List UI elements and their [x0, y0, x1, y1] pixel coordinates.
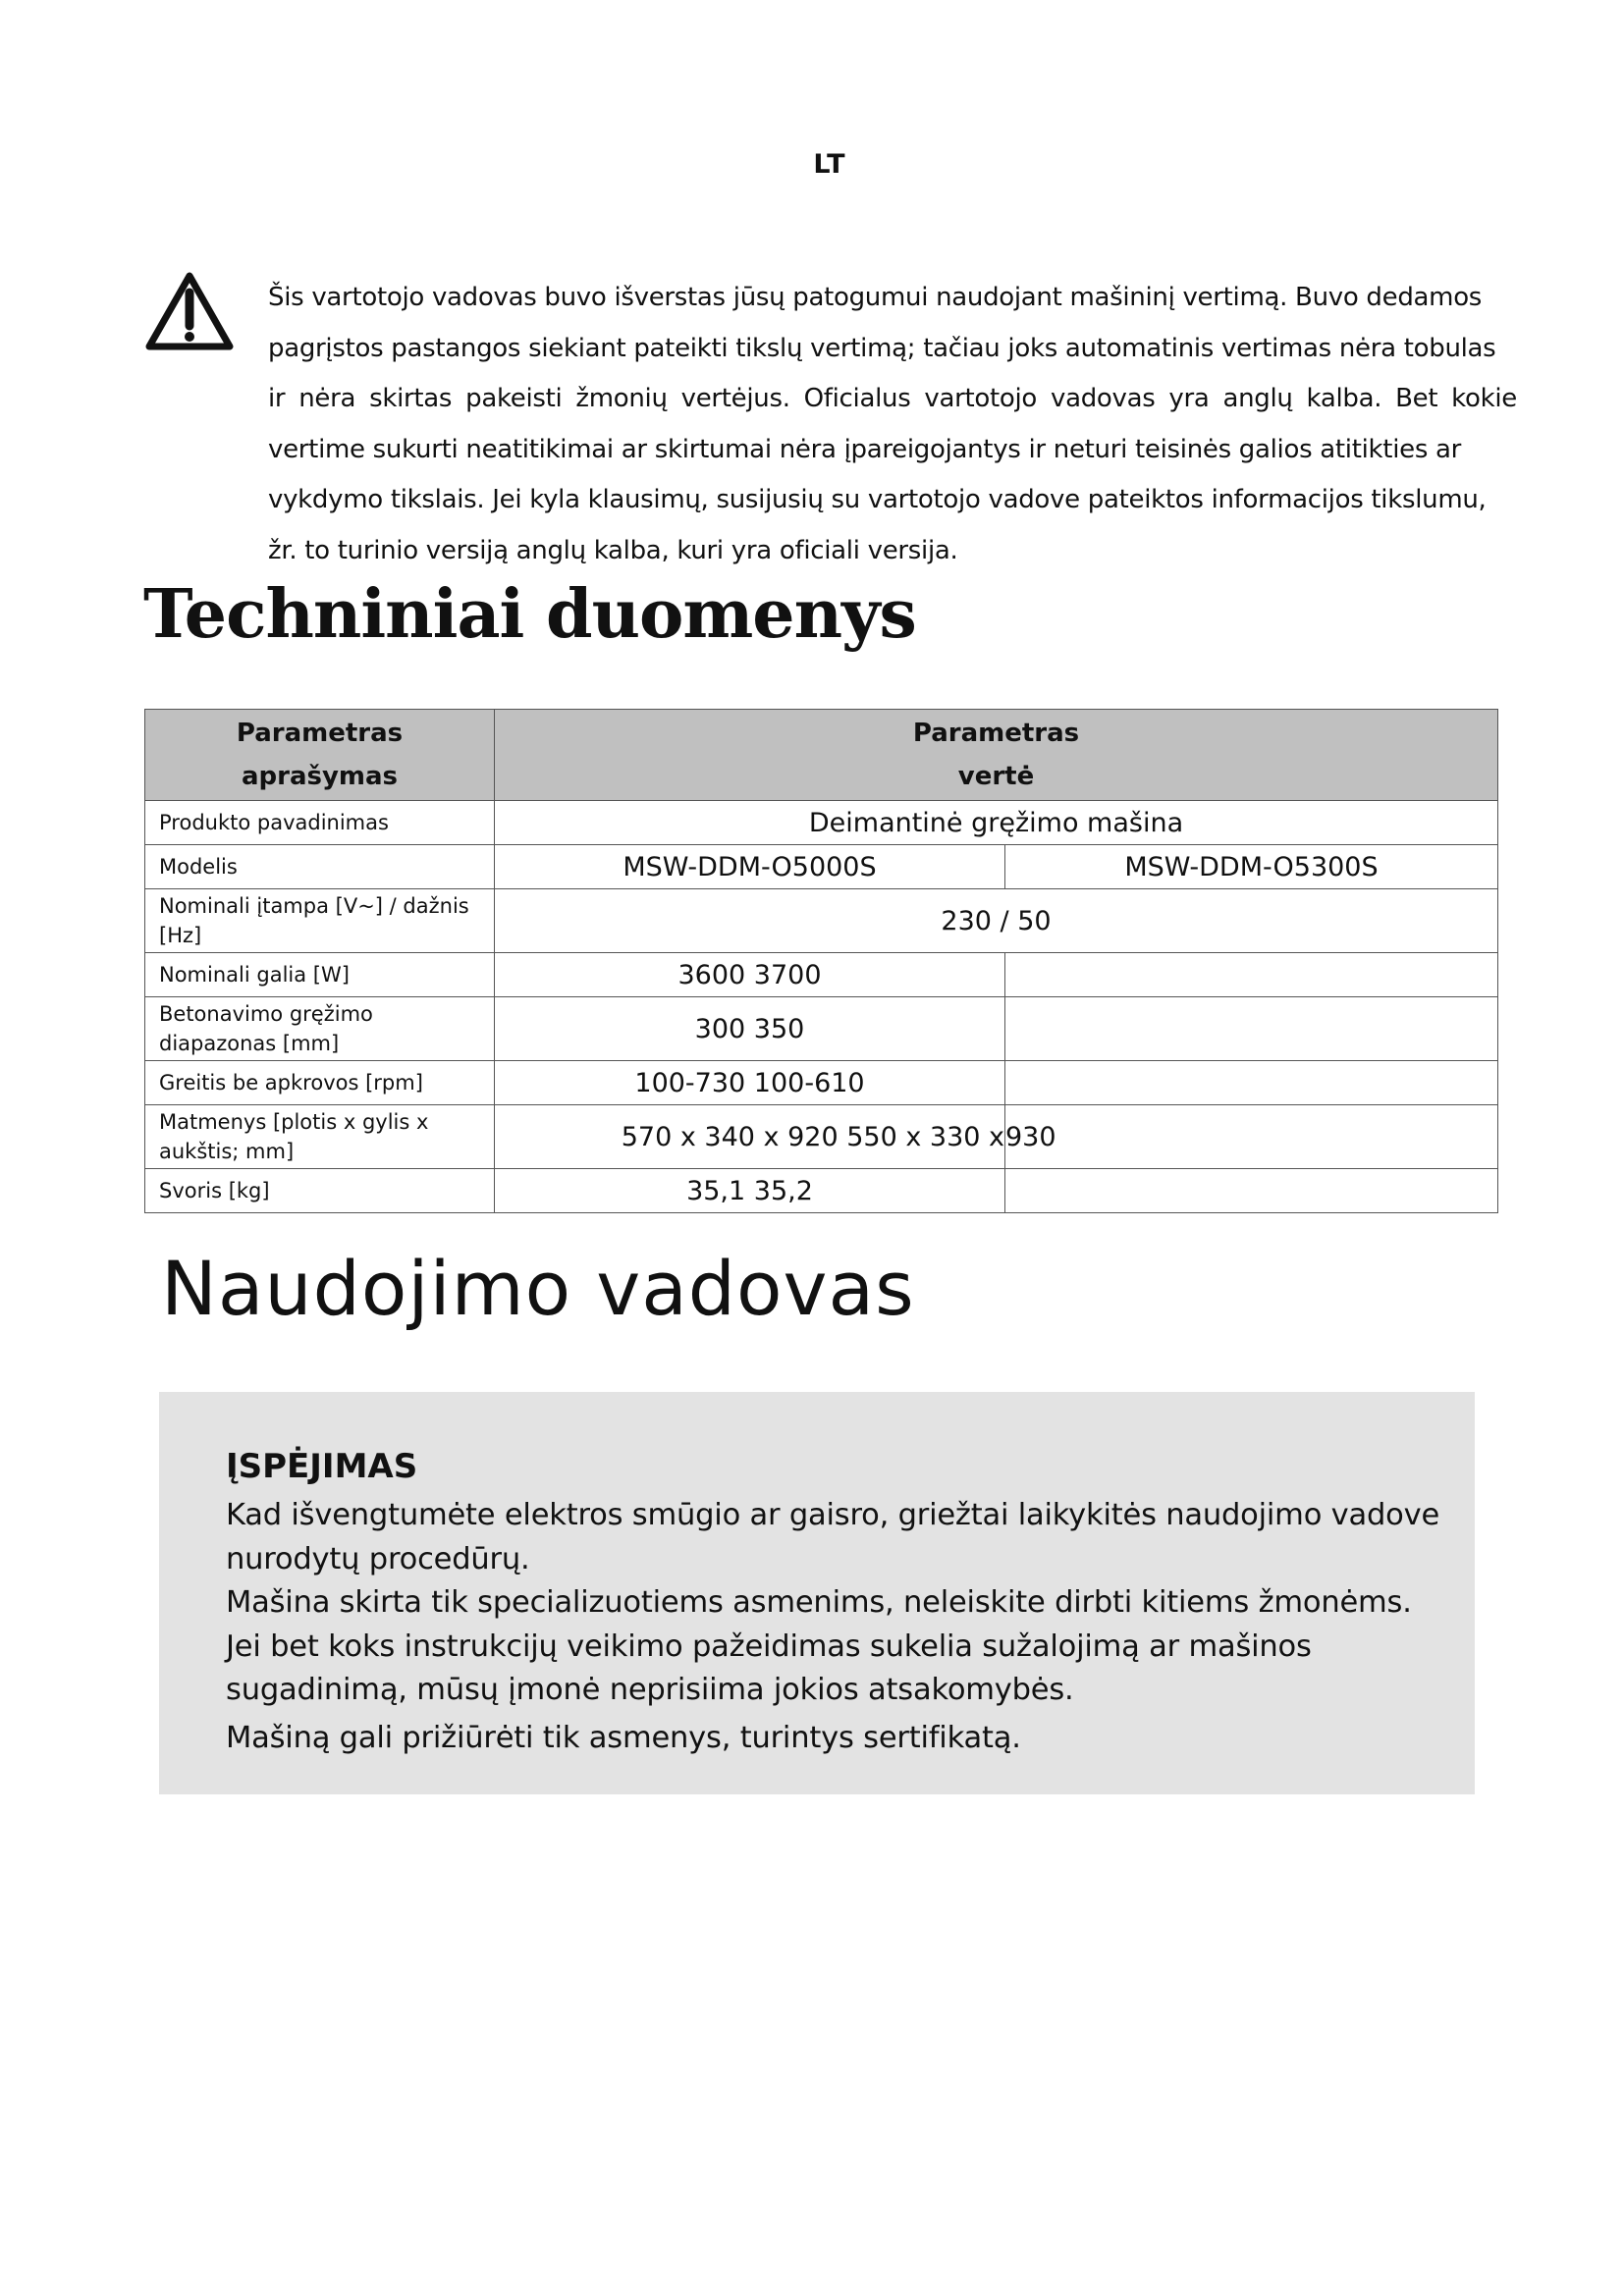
warning-paragraph: Mašiną gali prižiūrėti tik asmenys, turintys sertifikatą.: [226, 1720, 1021, 1755]
disclaimer-line: vertime sukurti neatitikimai ar skirtumai nėra įpareigojantys ir neturi teisinės galios atitikties ar: [268, 434, 1462, 464]
table-row: [145, 1169, 1498, 1213]
row-label: Greitis be apkrovos [rpm]: [145, 1061, 495, 1105]
header-text: vertė: [957, 762, 1035, 791]
row-label-line: aukštis; mm]: [159, 1140, 295, 1163]
row-value-model-a: 570 x 340 x 920 550 x 330 x: [495, 1105, 1005, 1169]
header-text: Parametras: [236, 719, 404, 748]
header-param-value: [495, 710, 1498, 801]
disclaimer-line: vykdymo tikslais. Jei kyla klausimų, susijusių su vartotojo vadove pateiktos informacijos tikslumu,: [268, 485, 1487, 514]
row-value-model-a: 100-730 100-610: [495, 1061, 1005, 1105]
row-value-model-b: 930: [1005, 1105, 1498, 1169]
row-label-line: Betonavimo gręžimo: [159, 1002, 373, 1026]
warning-paragraph: Kad išvengtumėte elektros smūgio ar gaisro, griežtai laikykitės naudojimo vadove nurodytų procedūrų.: [226, 1498, 1440, 1576]
table-row: [145, 801, 1498, 845]
row-label: Modelis: [145, 845, 495, 889]
tech-specs-table: [144, 709, 1498, 1213]
row-value-model-a: 3600 3700: [495, 953, 1005, 997]
disclaimer-line: pagrįstos pastangos siekiant pateikti tikslų vertimą; tačiau joks automatinis vertimas nėra tobulas: [268, 333, 1496, 363]
tech-data-heading: Techniniai duomenys: [143, 575, 916, 654]
disclaimer-line: ir nėra skirtas pakeisti žmonių vertėjus. Oficialus vartotojo vadovas yra anglų kalba. Bet kokie: [268, 384, 1517, 413]
table-row: [145, 889, 1498, 953]
row-value-model-b: [1005, 1169, 1498, 1213]
page-language-label: LT: [813, 149, 846, 180]
table-header-row: [145, 710, 1498, 801]
row-value-model-b: MSW-DDM-O5300S: [1005, 845, 1498, 889]
row-label: [145, 997, 495, 1061]
table-row: [145, 953, 1498, 997]
table-row: [145, 1105, 1498, 1169]
table-row: [145, 1061, 1498, 1105]
row-label-line: Nominali įtampa [V~] / dažnis: [159, 894, 469, 918]
header-text: aprašymas: [241, 762, 399, 791]
warning-triangle-icon: [145, 271, 234, 351]
disclaimer-line: žr. to turinio versiją anglų kalba, kuri yra oficiali versija.: [268, 535, 958, 565]
disclaimer-line: Šis vartotojo vadovas buvo išverstas jūsų patogumui naudojant mašininį vertimą. Buvo dedamos: [268, 283, 1483, 312]
usage-guide-heading: Naudojimo vadovas: [161, 1245, 915, 1332]
row-label: [145, 889, 495, 953]
row-label-line: diapazonas [mm]: [159, 1032, 340, 1055]
row-value: Deimantinė gręžimo mašina: [495, 801, 1498, 845]
row-label: [145, 1105, 495, 1169]
warning-title: ĮSPĖJIMAS: [226, 1447, 418, 1486]
row-label: Produkto pavadinimas: [145, 801, 495, 845]
row-value-model-a: 300 350: [495, 997, 1005, 1061]
row-value-model-a: MSW-DDM-O5000S: [495, 845, 1005, 889]
translation-disclaimer: [268, 273, 1517, 576]
table-row: [145, 845, 1498, 889]
header-param-description: [145, 710, 495, 801]
warning-body: [226, 1494, 1453, 1760]
warning-box: [159, 1392, 1475, 1794]
row-value-model-a: 35,1 35,2: [495, 1169, 1005, 1213]
row-value-model-b: [1005, 1061, 1498, 1105]
row-value: 230 / 50: [495, 889, 1498, 953]
table-row: [145, 997, 1498, 1061]
warning-paragraph: Mašina skirta tik specializuotiems asmenims, neleiskite dirbti kitiems žmonėms. Jei bet koks instrukcijų veikimo pažeidimas sukelia sužalojimą ar mašinos sugadinimą, mūsų įmonė neprisiima jokios atsakomybės.: [226, 1585, 1412, 1707]
header-text: Parametras: [912, 719, 1080, 748]
row-label-line: Matmenys [plotis x gylis x: [159, 1110, 429, 1134]
row-label: Nominali galia [W]: [145, 953, 495, 997]
row-value-model-b: [1005, 953, 1498, 997]
row-value-model-b: [1005, 997, 1498, 1061]
row-label-line: [Hz]: [159, 924, 202, 947]
row-label: Svoris [kg]: [145, 1169, 495, 1213]
